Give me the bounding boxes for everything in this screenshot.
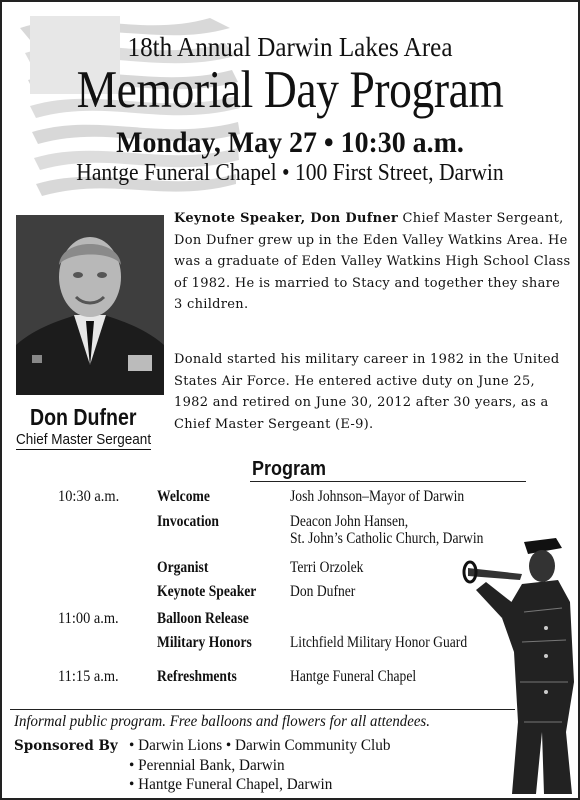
bugler-soldier-illustration (462, 532, 578, 798)
program-time: 10:30 a.m. (58, 488, 120, 505)
sponsor-list (129, 736, 404, 795)
program-activity: Welcome (157, 488, 210, 505)
program-activity: Refreshments (157, 668, 237, 685)
speaker-name: Don Dufner (30, 404, 137, 430)
program-activity: Invocation (157, 513, 219, 530)
program-activity: Balloon Release (157, 610, 249, 627)
speaker-photo (16, 215, 164, 395)
sponsor-item: • Hantge Funeral Chapel, Darwin (129, 775, 390, 795)
sponsor-item: • Darwin Lions • Darwin Community Club (129, 736, 390, 756)
program-divider (250, 481, 526, 482)
event-title: Memorial Day Program (76, 61, 504, 119)
program-person: Terri Orzolek (290, 559, 364, 576)
event-date-time: Monday, May 27 • 10:30 a.m. (116, 126, 464, 159)
bio-text-1: Chief Master Sergeant, Don Dufner grew up in the Eden Valley Watkins Area. He was a graduate of Eden Valley Watkins High School Class of 1982. He is married to Stacy and together they share 3 children. (174, 211, 571, 313)
program-person: Hantge Funeral Chapel (290, 668, 417, 685)
program-person: Don Dufner (290, 583, 356, 600)
event-subtitle: 18th Annual Darwin Lakes Area (127, 32, 453, 62)
speaker-portrait-illustration (16, 215, 164, 395)
program-person: Litchfield Military Honor Guard (290, 634, 468, 651)
footer-divider (10, 709, 515, 710)
program-activity: Keynote Speaker (157, 583, 257, 600)
event-venue: Hantge Funeral Chapel • 100 First Street, Darwin (76, 160, 504, 186)
speaker-bio-paragraph-2: Donald started his military career in 1982 in the United States Air Force. He entered active duty on June 25, 1982 and retired on June 30, 2012 after 30 years, as a Chief Master Sergeant (E-9). (174, 352, 560, 432)
sponsor-item: • Perennial Bank, Darwin (129, 756, 390, 776)
bio-lead: Keynote Speaker, Don Dufner (174, 211, 399, 226)
program-person-line-2: St. John’s Catholic Church, Darwin (290, 530, 484, 547)
program-time: 11:15 a.m. (58, 668, 119, 685)
program-person: Josh Johnson–Mayor of Darwin (290, 488, 465, 505)
program-activity: Organist (157, 559, 209, 576)
speaker-bio-paragraph-1 (174, 208, 572, 316)
program-person: Deacon John Hansen, (290, 513, 409, 530)
sponsored-by-label: Sponsored By (14, 738, 118, 754)
speaker-rank: Chief Master Sergeant (16, 431, 152, 448)
informal-note: Informal public program. Free balloons and flowers for all attendees. (14, 713, 430, 730)
program-time: 11:00 a.m. (58, 610, 119, 627)
program-activity: Military Honors (157, 634, 252, 651)
program-heading: Program (252, 458, 327, 480)
